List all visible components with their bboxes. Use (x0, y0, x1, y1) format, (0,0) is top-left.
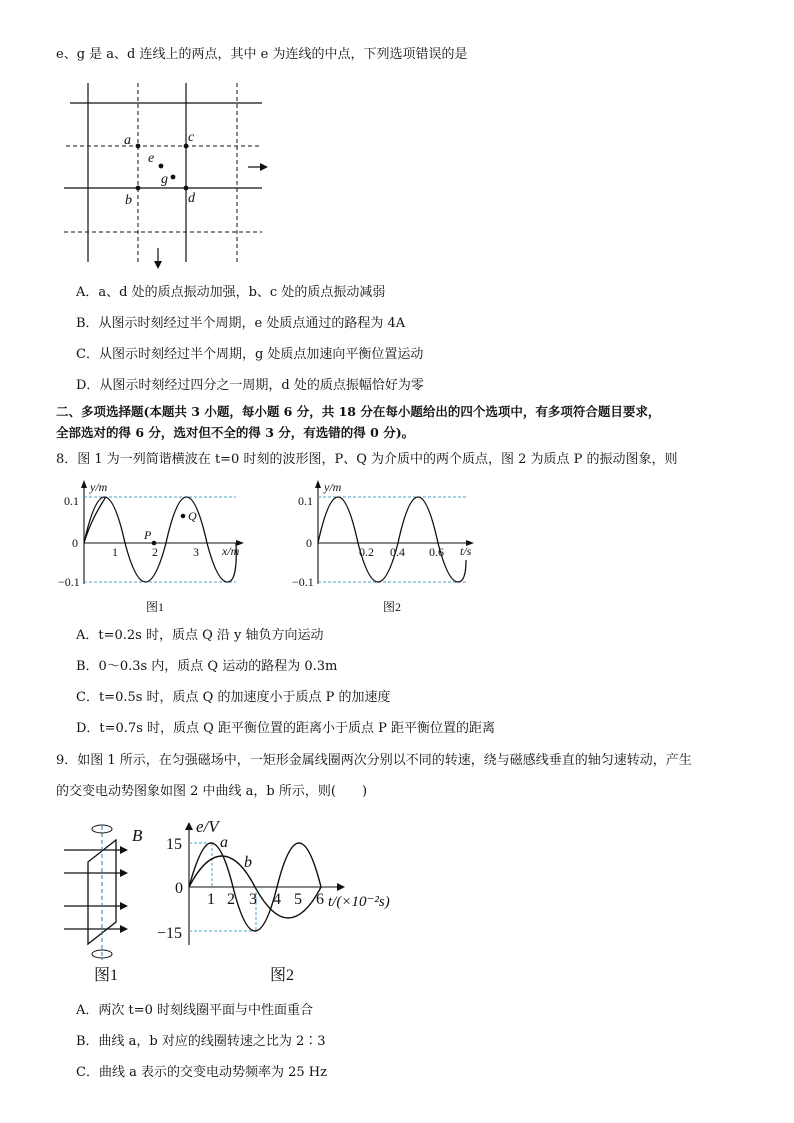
fig2-ytick-zero: 0 (306, 536, 312, 550)
q9-fig2-caption: 图2 (270, 967, 295, 984)
section2-header-line2: 全部选对的得 6 分，选对但不全的得 3 分，有选错的得 0 分)。 (56, 425, 415, 440)
fig1-ytick-top: 0.1 (64, 494, 79, 508)
q7-option-d: D．从图示时刻经过四分之一周期，d 处的质点振幅恰好为零 (76, 378, 424, 393)
fig1-xtick-1: 1 (112, 545, 118, 559)
point-c-label: c (188, 130, 195, 145)
q9-xtick-3: 3 (249, 891, 257, 908)
q9-fig2-xlabel: t/(×10⁻²s) (328, 894, 390, 910)
point-a-label: a (124, 133, 131, 148)
q9-option-a: A．两次 t=0 时刻线圈平面与中性面重合 (76, 1003, 314, 1018)
q9-fig1-caption: 图1 (94, 967, 119, 984)
field-label-B: B (132, 826, 143, 845)
q8-option-b: B．0～0.3s 内，质点 Q 运动的路程为 0.3m (76, 659, 338, 674)
q9-ytick-15: 15 (166, 836, 182, 853)
curve-b-label: b (244, 854, 252, 871)
q9-ytick-0: 0 (175, 880, 183, 897)
fig2-caption: 图2 (383, 600, 402, 614)
q9-xtick-1: 1 (207, 891, 215, 908)
fig1-point-P: P (144, 528, 152, 542)
q7-stem: e、g 是 a、d 连线上的两点，其中 e 为连线的中点，下列选项错误的是 (56, 47, 468, 62)
fig2-ylabel: y/m (324, 480, 342, 494)
q8-option-c: C．t=0.5s 时，质点 Q 的加速度小于质点 P 的加速度 (76, 690, 391, 705)
q9-xtick-6: 6 (316, 891, 324, 908)
fig2-xtick-0.6: 0.6 (429, 545, 444, 559)
q9-xtick-5: 5 (294, 891, 302, 908)
q9-stem-line2: 的交变电动势图象如图 2 中曲线 a，b 所示，则( ) (56, 784, 368, 799)
fig1-xtick-2: 2 (152, 545, 158, 559)
fig1-ytick-bottom: −0.1 (58, 575, 80, 589)
fig1-ytick-zero: 0 (72, 536, 78, 550)
q8-stem: 8．图 1 为一列简谐横波在 t=0 时刻的波形图，P、Q 为介质中的两个质点，图 2 为质点 P 的振动图象，则 (56, 452, 678, 467)
section2-header-line1: 二、多项选择题(本题共 3 小题，每小题 6 分，共 18 分在每小题给出的四个选项中，有多项符合题目要求， (56, 404, 661, 419)
fig1-xlabel: x/m (222, 544, 240, 558)
q9-ytick-neg15: −15 (157, 925, 183, 942)
q9-stem-line1: 9．如图 1 所示，在匀强磁场中，一矩形金属线圈两次分别以不同的转速，绕与磁感线垂直的轴匀速转动，产生 (56, 753, 692, 768)
point-e-label: e (148, 151, 155, 166)
fig1-ylabel: y/m (90, 480, 108, 494)
q7-option-b: B．从图示时刻经过半个周期，e 处质点通过的路程为 4A (76, 316, 406, 331)
q7-option-a: A．a、d 处的质点振动加强，b、c 处的质点振动减弱 (76, 285, 386, 300)
fig2-xtick-0.2: 0.2 (359, 545, 374, 559)
q7-option-c: C．从图示时刻经过半个周期，g 处质点加速向平衡位置运动 (76, 347, 424, 362)
fig1-point-Q: Q (188, 509, 197, 523)
q9-xtick-4: 4 (273, 891, 281, 908)
point-d-label: d (188, 191, 195, 206)
point-b-label: b (125, 193, 132, 208)
fig2-ytick-bottom: −0.1 (292, 575, 314, 589)
fig2-xtick-0.4: 0.4 (390, 545, 405, 559)
q9-fig2-ylabel: e/V (196, 817, 219, 836)
fig2-xlabel: t/s (460, 544, 472, 558)
q9-option-c: C．曲线 a 表示的交变电动势频率为 25 Hz (76, 1065, 327, 1080)
point-g-label: g (161, 172, 168, 187)
q9-option-b: B．曲线 a，b 对应的线圈转速之比为 2∶3 (76, 1034, 326, 1049)
fig2-ytick-top: 0.1 (298, 494, 313, 508)
fig1-caption: 图1 (146, 600, 165, 614)
q8-option-a: A．t=0.2s 时，质点 Q 沿 y 轴负方向运动 (76, 628, 324, 643)
curve-a-label: a (220, 834, 228, 851)
q8-option-d: D．t=0.7s 时，质点 Q 距平衡位置的距离小于质点 P 距平衡位置的距离 (76, 721, 495, 736)
q9-xtick-2: 2 (227, 891, 235, 908)
fig1-xtick-3: 3 (193, 545, 199, 559)
